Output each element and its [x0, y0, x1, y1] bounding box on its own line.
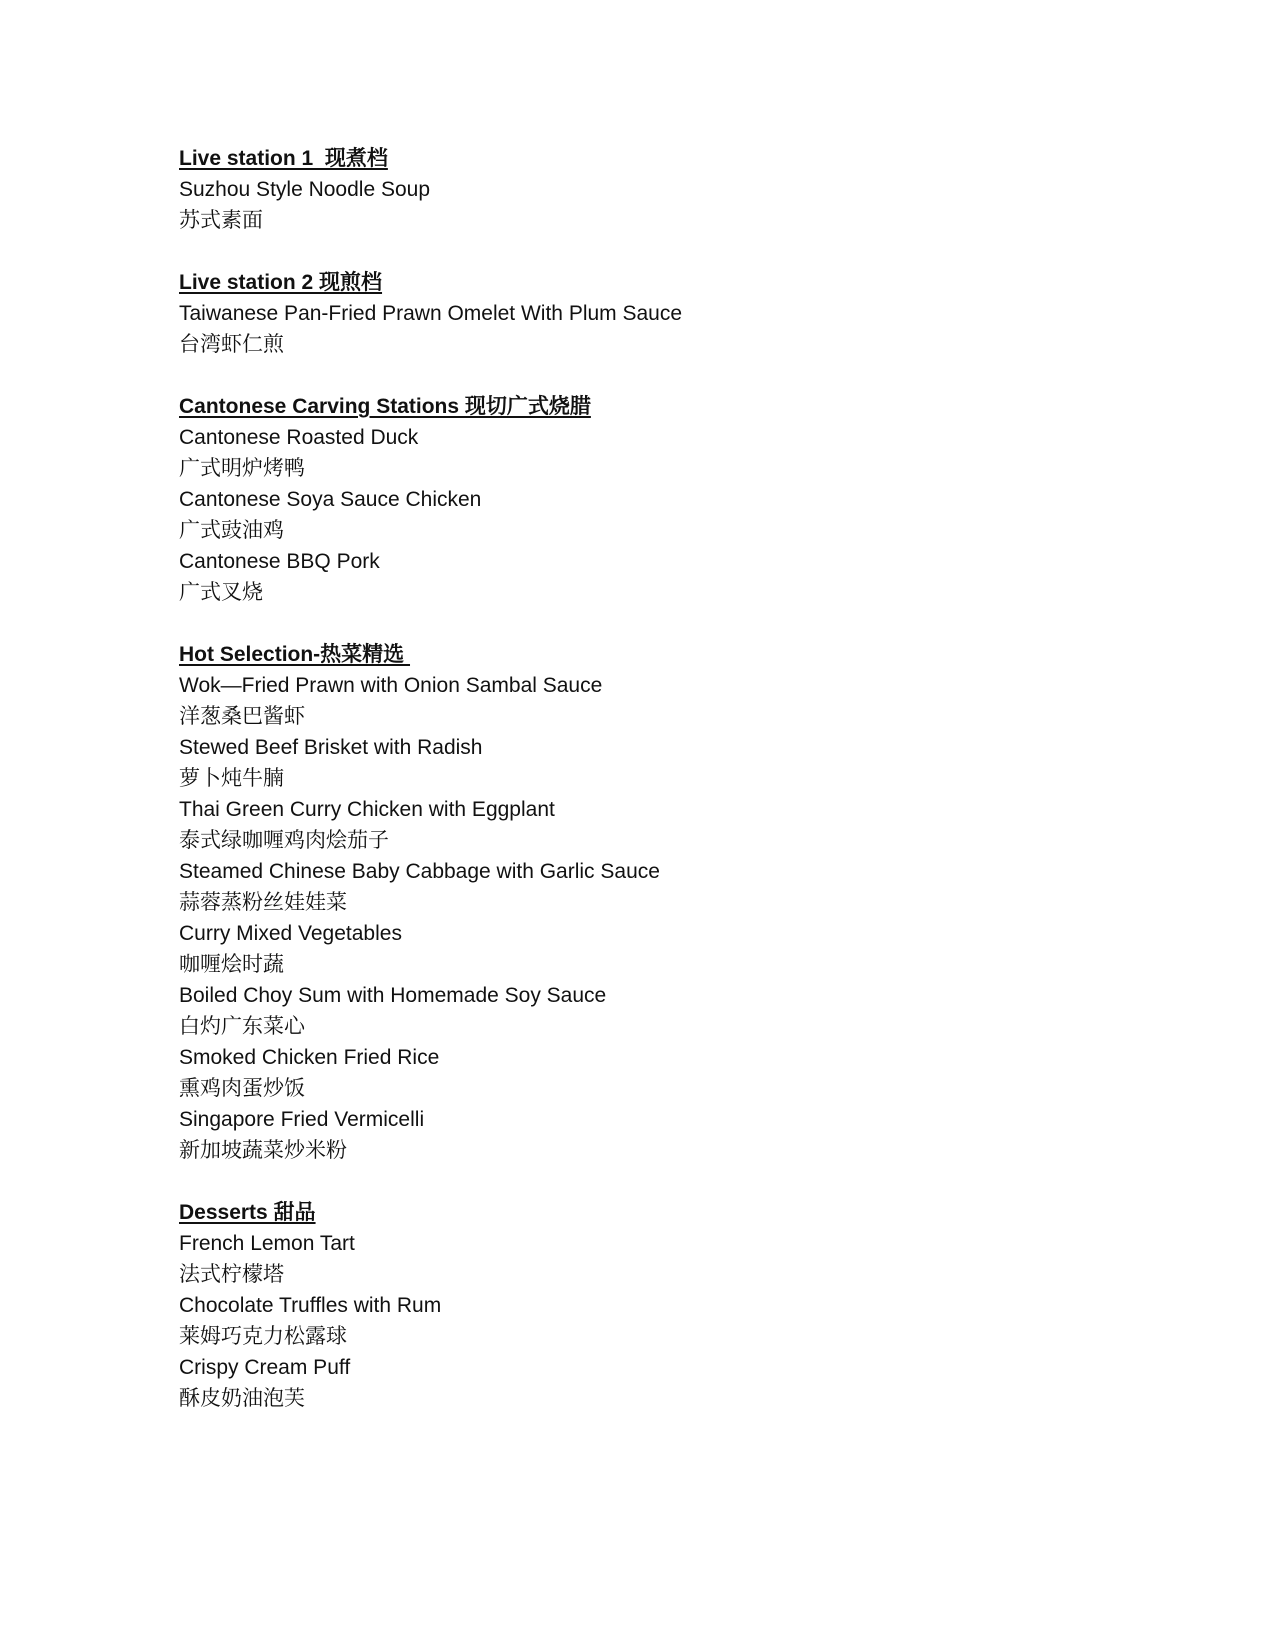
section-title: Cantonese Carving Stations 现切广式烧腊 — [179, 395, 591, 418]
menu-item-chinese: 咖喱烩时蔬 — [179, 953, 284, 976]
menu-item-chinese: 熏鸡肉蛋炒饭 — [179, 1077, 305, 1100]
menu-item-english: Steamed Chinese Baby Cabbage with Garlic Sauce — [179, 860, 660, 883]
menu-item-english: Crispy Cream Puff — [179, 1356, 351, 1379]
menu-item-english: Suzhou Style Noodle Soup — [179, 178, 431, 201]
menu-item-chinese: 法式柠檬塔 — [179, 1263, 284, 1286]
menu-item-english: Chocolate Truffles with Rum — [179, 1294, 442, 1317]
section-live-station-2 — [179, 267, 1179, 360]
menu-item-english: Curry Mixed Vegetables — [179, 922, 402, 945]
section-title: Hot Selection-热菜精选 — [179, 643, 411, 666]
menu-item-chinese: 白灼广东菜心 — [179, 1015, 305, 1038]
menu-item-english: Cantonese Roasted Duck — [179, 426, 419, 449]
menu-item-chinese: 新加坡蔬菜炒米粉 — [179, 1139, 347, 1162]
menu-item-english: Singapore Fried Vermicelli — [179, 1108, 425, 1131]
menu-item-chinese: 莱姆巧克力松露球 — [179, 1325, 347, 1348]
menu-item-english: Stewed Beef Brisket with Radish — [179, 736, 483, 759]
section-title: Live station 1 现煮档 — [179, 147, 388, 170]
section-desserts — [179, 1197, 1179, 1414]
menu-item-english: French Lemon Tart — [179, 1232, 355, 1255]
menu-item-english: Smoked Chicken Fried Rice — [179, 1046, 440, 1069]
section-title: Live station 2 现煎档 — [179, 271, 383, 294]
menu-item-chinese: 广式叉烧 — [179, 581, 263, 604]
menu-item-english: Thai Green Curry Chicken with Eggplant — [179, 798, 555, 821]
menu-item-chinese: 广式明炉烤鸭 — [179, 457, 305, 480]
section-cantonese-carving — [179, 391, 1179, 608]
menu-item-chinese: 台湾虾仁煎 — [179, 333, 284, 356]
section-title: Desserts 甜品 — [179, 1201, 316, 1224]
menu-item-chinese: 泰式绿咖喱鸡肉烩茄子 — [179, 829, 389, 852]
section-hot-selection — [179, 639, 1179, 1166]
menu-item-english: Taiwanese Pan-Fried Prawn Omelet With Plum Sauce — [179, 302, 683, 325]
menu-item-english: Boiled Choy Sum with Homemade Soy Sauce — [179, 984, 607, 1007]
menu-item-english: Wok—Fried Prawn with Onion Sambal Sauce — [179, 674, 603, 697]
menu-item-chinese: 蒜蓉蒸粉丝娃娃菜 — [179, 891, 347, 914]
section-live-station-1 — [179, 143, 1179, 236]
menu-document — [179, 143, 1179, 1445]
menu-item-chinese: 苏式素面 — [179, 209, 263, 232]
menu-item-chinese: 酥皮奶油泡芙 — [179, 1387, 305, 1410]
menu-item-chinese: 广式豉油鸡 — [179, 519, 284, 542]
menu-item-english: Cantonese Soya Sauce Chicken — [179, 488, 482, 511]
menu-item-chinese: 洋葱桑巴酱虾 — [179, 705, 305, 728]
menu-item-english: Cantonese BBQ Pork — [179, 550, 380, 573]
menu-item-chinese: 萝卜炖牛腩 — [179, 767, 284, 790]
